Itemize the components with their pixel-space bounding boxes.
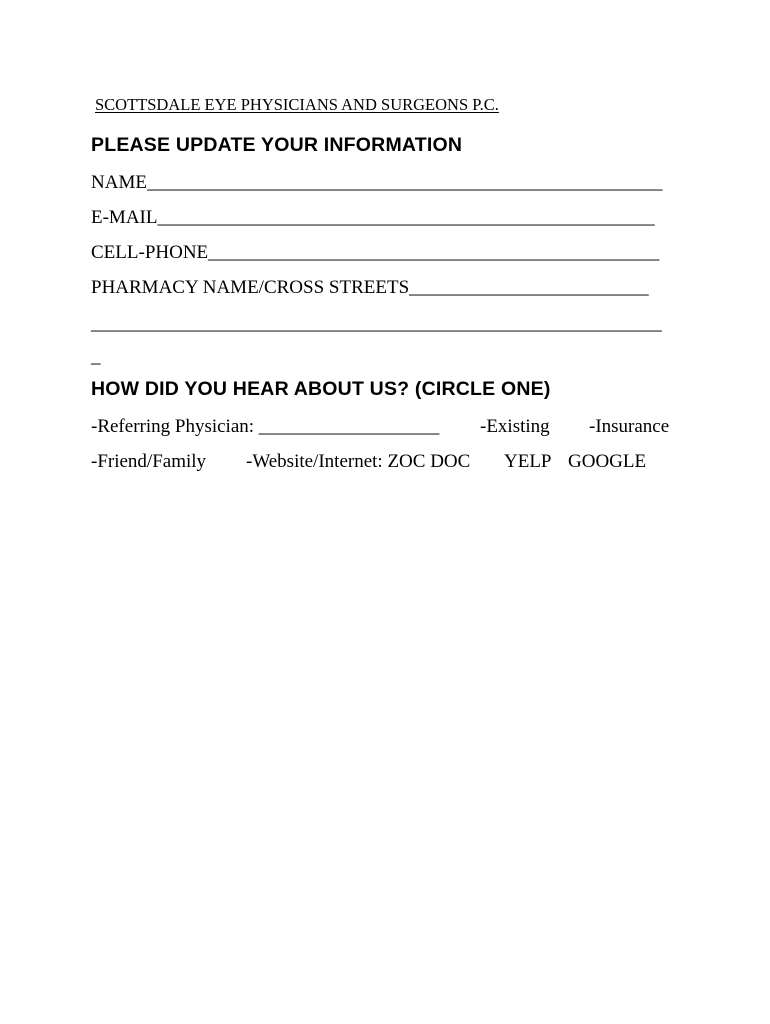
option-insurance[interactable]: -Insurance <box>589 416 670 437</box>
cell-phone-label: CELL-PHONE <box>91 242 209 263</box>
pharmacy-blank-line[interactable]: __________________________ <box>409 277 649 298</box>
option-yelp[interactable]: YELP <box>504 451 552 472</box>
email-label: E-MAIL <box>91 207 158 228</box>
section-title-update-info: PLEASE UPDATE YOUR INFORMATION <box>91 134 463 156</box>
option-existing[interactable]: -Existing <box>480 416 550 437</box>
option-friend-family[interactable]: -Friend/Family <box>91 451 207 472</box>
cell-phone-blank-line[interactable]: _________________________________________________ <box>208 242 659 263</box>
option-google[interactable]: GOOGLE <box>568 451 647 472</box>
option-website-zoc-doc[interactable]: -Website/Internet: ZOC DOC <box>246 451 471 472</box>
name-label: NAME <box>91 172 147 193</box>
email-field[interactable] <box>91 207 654 229</box>
pharmacy-continuation-line[interactable]: ______________________________________________________________ <box>91 313 662 334</box>
continuation-dash: _ <box>91 346 101 367</box>
pharmacy-field[interactable] <box>91 277 648 299</box>
email-blank-line[interactable]: ______________________________________________________ <box>157 207 655 228</box>
name-field[interactable] <box>91 172 662 194</box>
pharmacy-label: PHARMACY NAME/CROSS STREETS <box>91 277 410 298</box>
organization-name: SCOTTSDALE EYE PHYSICIANS AND SURGEONS P.C. <box>95 95 499 114</box>
name-blank-line[interactable]: ________________________________________________________ <box>146 172 663 193</box>
option-referring-physician[interactable]: -Referring Physician: ___________________ <box>91 416 440 437</box>
cell-phone-field[interactable] <box>91 242 659 264</box>
section-title-referral-source: HOW DID YOU HEAR ABOUT US? (CIRCLE ONE) <box>91 378 551 400</box>
